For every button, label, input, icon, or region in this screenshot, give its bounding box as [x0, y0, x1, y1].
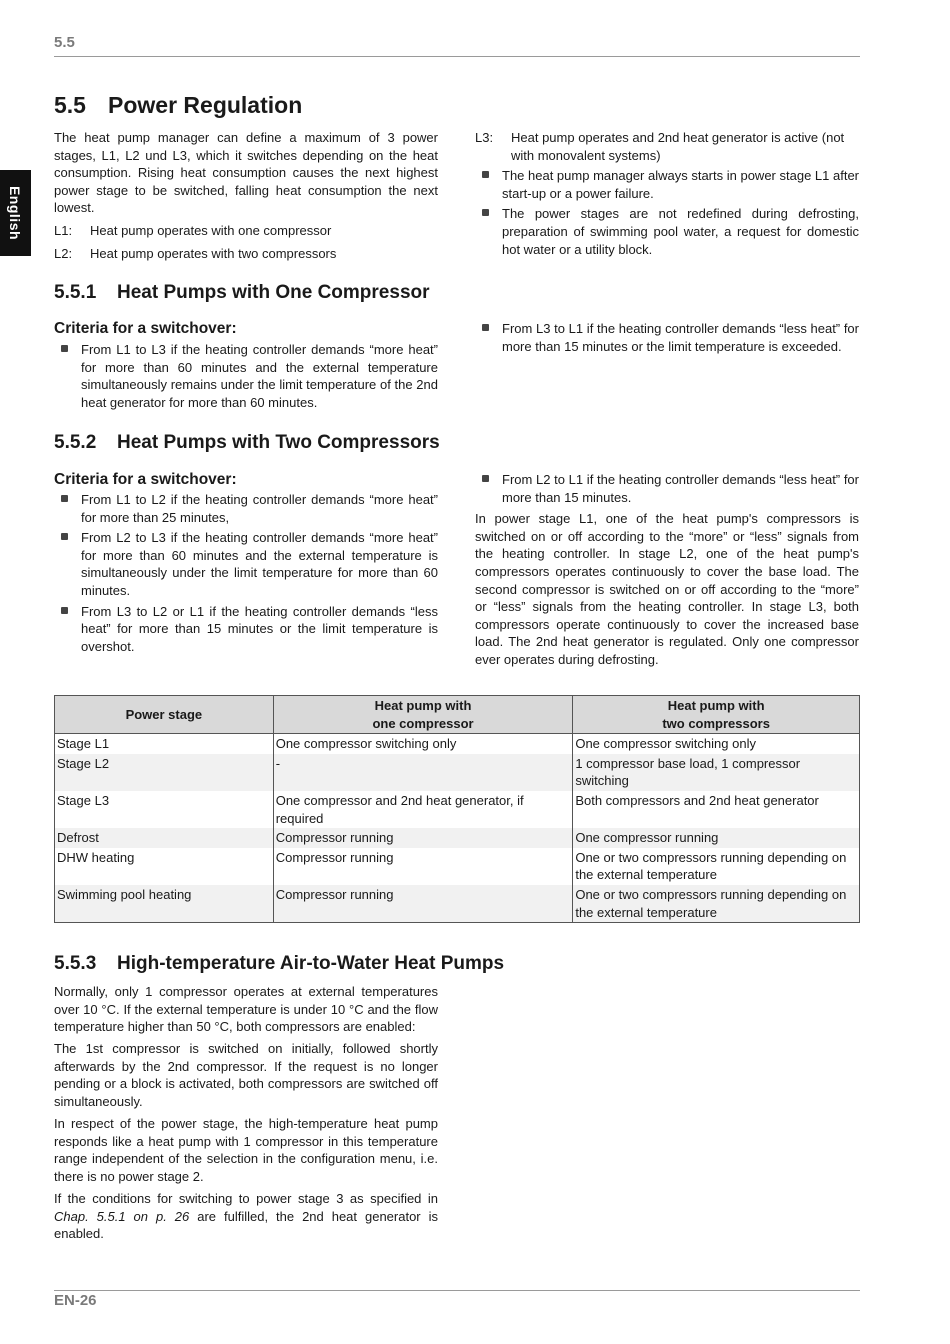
stage-key: L1: — [54, 222, 73, 238]
bullet-square-icon — [482, 475, 489, 482]
list-item: From L1 to L2 if the heating controller demands “more heat” for more than 25 minutes, — [54, 491, 438, 526]
s551-right-list — [475, 320, 859, 358]
section-heading-553: 5.5.3 High-temperature Air-to-Water Heat Pumps — [54, 953, 505, 974]
stage-key: L3: — [475, 130, 494, 145]
table-cell: Swimming pool heating — [55, 885, 274, 923]
list-item: The heat pump manager always starts in power stage L1 after start-up or a power failure. — [475, 167, 859, 202]
s552-right — [475, 471, 859, 669]
table-row — [55, 828, 860, 848]
table-cell: One compressor switching only — [573, 734, 860, 754]
list-item: From L2 to L3 if the heating controller demands “more heat” for more than 60 minutes and the external temperature is simultaneously under the limit temperature for more than 60 minutes. — [54, 529, 438, 599]
header-rule — [54, 56, 860, 57]
s553-paragraph-4: If the conditions for switching to power stage 3 as specified in Chap. 5.5.1 on p. 26 are fulfilled, the 2nd heat generator is enabled. — [54, 1191, 438, 1242]
list-item: From L3 to L2 or L1 if the heating controller demands “less heat” for more than 15 minutes or the limit temperature is overshot. — [54, 603, 438, 656]
title-text: Power Regulation — [108, 92, 303, 118]
list-item: From L1 to L3 if the heating controller demands “more heat” for more than 60 minutes and the external temperature simultaneously remains under the limit temperature of the 2nd heat generator for more than 60 minutes. — [54, 341, 438, 411]
table-row — [55, 848, 860, 885]
list-item: From L3 to L1 if the heating controller demands “less heat” for more than 15 minutes or the limit temperature is exceeded. — [475, 320, 859, 355]
section-heading-551: 5.5.1 Heat Pumps with One Compressor — [54, 282, 430, 303]
s552-left-list — [54, 491, 438, 658]
page-number: EN-26 — [54, 1292, 97, 1309]
stage-definition — [475, 129, 859, 164]
stage-definition — [54, 245, 438, 263]
s551-left-list — [54, 341, 438, 414]
list-item: The power stages are not redefined during defrosting, preparation of swimming pool water, a request for domestic hot water or a utility block. — [475, 205, 859, 258]
table-header-cell: Power stage — [55, 696, 274, 734]
page-title — [54, 92, 302, 119]
bullet-square-icon — [61, 495, 68, 502]
language-tab — [0, 170, 31, 256]
table-cell: One compressor running — [573, 828, 860, 848]
table-cell: Stage L1 — [55, 734, 274, 754]
s553-paragraph-2: The 1st compressor is switched on initially, followed shortly afterwards by the 2nd compressor. If the request is no longer pending or a block is activated, both compressors are switched off simultaneously. — [54, 1041, 438, 1110]
table-cell: Defrost — [55, 828, 274, 848]
intro-right — [475, 129, 859, 261]
stage-key: L2: — [54, 245, 73, 261]
table-cell: Compressor running — [273, 885, 573, 923]
table-cell: Stage L2 — [55, 754, 274, 791]
table-cell: Compressor running — [273, 828, 573, 848]
stage-value: Heat pump operates with two compressors — [90, 245, 337, 261]
criteria-heading: Criteria for a switchover: — [54, 320, 237, 337]
section-heading-552: 5.5.2 Heat Pumps with Two Compressors — [54, 432, 440, 453]
table-cell: One compressor and 2nd heat generator, if required — [273, 791, 573, 828]
s552-paragraph: In power stage L1, one of the heat pump's compressors is switched on or off according to the “more” or “less” signals from the heating controller. In stage L2, one of the heat pump's compressors operates continuously to cover the base load. The second compressor is switched on or off according to the “more” or “less” signals from the heating controller. In stage L3, both compressors operate continuously to cover the increased base load. The 2nd heat generator is regulated. Only one compressor ever operates during defrosting. — [475, 511, 859, 667]
table-cell: Stage L3 — [55, 791, 274, 828]
table-row — [55, 791, 860, 828]
stage-value: Heat pump operates with one compressor — [90, 222, 332, 238]
s553-paragraph-3: In respect of the power stage, the high-temperature heat pump responds like a heat pump with 1 compressor in this temperature range independent of the selection in the configuration menu, i.e. there is no power stage 2. — [54, 1116, 438, 1184]
table-cell: Compressor running — [273, 848, 573, 885]
power-stage-table — [54, 695, 860, 923]
table-cell: One or two compressors running depending on the external temperature — [573, 885, 860, 923]
table-cell: 1 compressor base load, 1 compressor switching — [573, 754, 860, 791]
footer-rule — [54, 1290, 860, 1291]
table-cell: DHW heating — [55, 848, 274, 885]
title-number: 5.5 — [54, 92, 86, 118]
bullet-square-icon — [482, 209, 489, 216]
bullet-square-icon — [61, 607, 68, 614]
list-item: From L2 to L1 if the heating controller demands “less heat” for more than 15 minutes. — [475, 471, 859, 506]
language-tab-label: English — [7, 185, 23, 241]
table-header-row — [55, 696, 860, 734]
stage-value: Heat pump operates and 2nd heat generator is active (not with monovalent systems) — [511, 130, 845, 163]
bullet-square-icon — [61, 533, 68, 540]
table-cell: One or two compressors running depending on the external temperature — [573, 848, 860, 885]
stage-definition — [54, 222, 438, 240]
bullet-square-icon — [482, 324, 489, 331]
bullet-square-icon — [482, 171, 489, 178]
s553-paragraph-1: Normally, only 1 compressor operates at external temperatures over 10 °C. If the external temperature is under 10 °C and the flow temperature higher than 50 °C, both compressors are enabled: — [54, 984, 438, 1035]
intro-left — [54, 129, 438, 267]
s553-body — [54, 983, 438, 1243]
header-section-number: 5.5 — [54, 34, 75, 51]
table-row — [55, 754, 860, 791]
table-cell: Both compressors and 2nd heat generator — [573, 791, 860, 828]
criteria-heading: Criteria for a switchover: — [54, 471, 237, 488]
bullet-square-icon — [61, 345, 68, 352]
intro-paragraph: The heat pump manager can define a maximum of 3 power stages, L1, L2 und L3, which it switches depending on the heat consumption. Rising heat consumption causes the next highest power stage to be switched, falling heat consumption the next lowest. — [54, 130, 438, 216]
chapter-reference-link[interactable]: Chap. 5.5.1 on p. 26 — [54, 1208, 190, 1224]
table-row — [55, 734, 860, 754]
table-cell: - — [273, 754, 573, 791]
table-header-cell: Heat pump with two compressors — [573, 696, 860, 734]
table-cell: One compressor switching only — [273, 734, 573, 754]
table-header-cell: Heat pump with one compressor — [273, 696, 573, 734]
table-row — [55, 885, 860, 923]
